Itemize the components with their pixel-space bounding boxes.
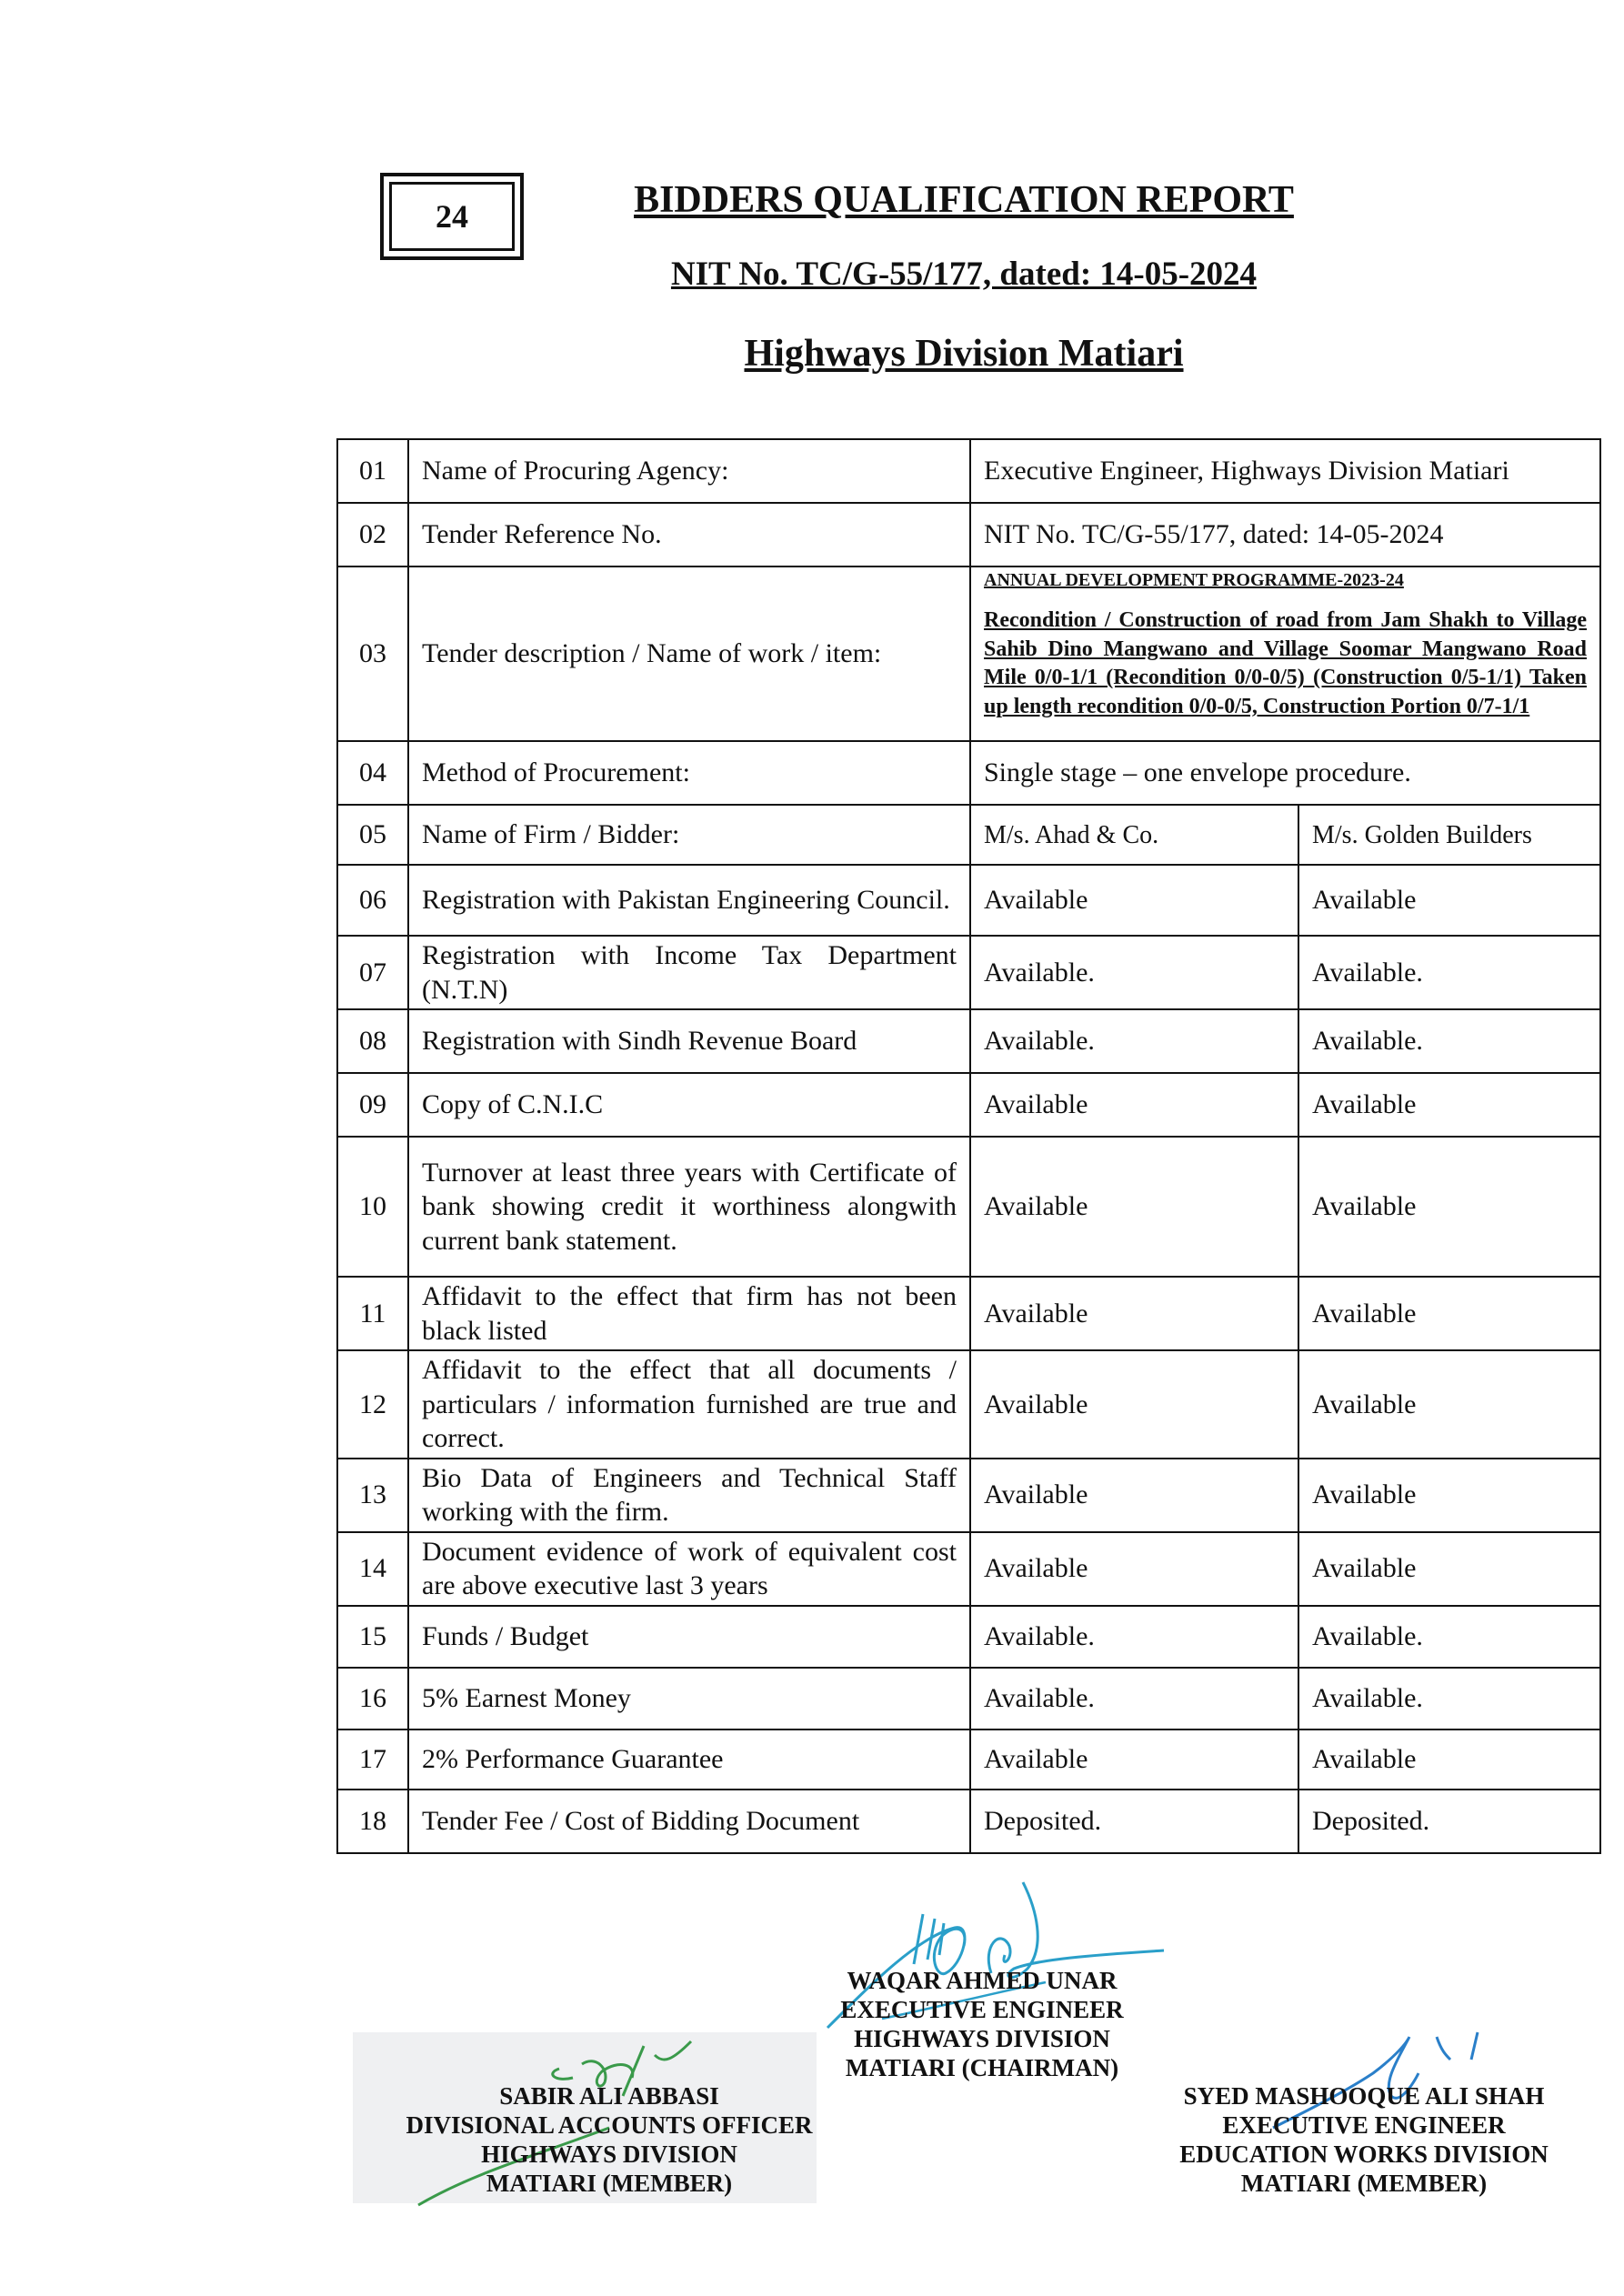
right-member-signatory (1155, 2082, 1573, 2198)
row-label: Name of Procuring Agency: (408, 439, 970, 503)
row-number: 13 (337, 1459, 408, 1532)
row-number: 15 (337, 1606, 408, 1668)
row-number: 04 (337, 741, 408, 805)
bidder1-status: Available. (970, 1606, 1298, 1668)
row-number: 14 (337, 1532, 408, 1606)
row-number: 09 (337, 1073, 408, 1137)
row-number: 16 (337, 1668, 408, 1730)
signatory-role: MATIARI (CHAIRMAN) (845, 2053, 1119, 2081)
row-label: Tender description / Name of work / item: (408, 566, 970, 741)
table-row (337, 1073, 1600, 1137)
bidder1-status: Available (970, 1350, 1298, 1459)
bidder2-status: Available. (1298, 936, 1600, 1009)
signatory-division: EDUCATION WORKS DIVISION (1179, 2140, 1549, 2168)
table-row (337, 1790, 1600, 1853)
row-label: 2% Performance Guarantee (408, 1730, 970, 1790)
row-label: 5% Earnest Money (408, 1668, 970, 1730)
bidder1-status: Available. (970, 936, 1298, 1009)
bidder1-status: Deposited. (970, 1790, 1298, 1853)
row-label: Affidavit to the effect that firm has not been black listed (408, 1277, 970, 1350)
table-row (337, 1730, 1600, 1790)
table-row (337, 1009, 1600, 1073)
bidder2-status: Available (1298, 1137, 1600, 1277)
row-value: NIT No. TC/G-55/177, dated: 14-05-2024 (970, 503, 1600, 566)
row-number: 01 (337, 439, 408, 503)
row-number: 18 (337, 1790, 408, 1853)
row-label: Tender Reference No. (408, 503, 970, 566)
row-number: 05 (337, 805, 408, 865)
row-number: 02 (337, 503, 408, 566)
bidder1-status: Available. (970, 1009, 1298, 1073)
bidder2-status: Available. (1298, 1668, 1600, 1730)
signatory-name: SABIR ALI ABBASI (499, 2082, 719, 2110)
table-row (337, 741, 1600, 805)
page-number-box (380, 173, 524, 260)
table-row (337, 1459, 1600, 1532)
table-row (337, 1606, 1600, 1668)
bidder2-status: Available (1298, 1459, 1600, 1532)
bidder2-status: Deposited. (1298, 1790, 1600, 1853)
table-row (337, 936, 1600, 1009)
bidder1-status: Available (970, 1532, 1298, 1606)
bidder1-status: Available (970, 1730, 1298, 1790)
signatory-division: HIGHWAYS DIVISION (854, 2024, 1110, 2052)
signatory-role: MATIARI (MEMBER) (1240, 2169, 1488, 2197)
table-row (337, 1277, 1600, 1350)
row-label: Affidavit to the effect that all documents / particulars / information furnished are true and correct. (408, 1350, 970, 1459)
row-label: Funds / Budget (408, 1606, 970, 1668)
signatory-division: HIGHWAYS DIVISION (481, 2140, 737, 2168)
bidder1-status: Available (970, 1073, 1298, 1137)
row-label: Turnover at least three years with Certificate of bank showing credit it worthiness alongwith current bank statement. (408, 1137, 970, 1277)
work-description-cell (970, 566, 1600, 741)
bidder1-status: Available (970, 1137, 1298, 1277)
table-row (337, 1668, 1600, 1730)
row-number: 08 (337, 1009, 408, 1073)
bidder2-status: Available (1298, 865, 1600, 936)
row-number: 11 (337, 1277, 408, 1350)
division-name: Highways Division Matiari (744, 333, 1184, 375)
row-label: Method of Procurement: (408, 741, 970, 805)
bidder2-name: M/s. Golden Builders (1298, 805, 1600, 865)
signatory-title: EXECUTIVE ENGINEER (840, 1995, 1124, 2023)
table-row (337, 566, 1600, 741)
row-label: Bio Data of Engineers and Technical Staff working with the firm. (408, 1459, 970, 1532)
row-value: Executive Engineer, Highways Division Matiari (970, 439, 1600, 503)
page-number: 24 (389, 182, 515, 251)
row-number: 12 (337, 1350, 408, 1459)
row-number: 03 (337, 566, 408, 741)
row-label: Copy of C.N.I.C (408, 1073, 970, 1137)
report-title: BIDDERS QUALIFICATION REPORT (634, 179, 1294, 221)
table-row (337, 503, 1600, 566)
bidder2-status: Available (1298, 1350, 1600, 1459)
row-label: Document evidence of work of equivalent cost are above executive last 3 years (408, 1532, 970, 1606)
bidder1-name: M/s. Ahad & Co. (970, 805, 1298, 865)
table-row (337, 439, 1600, 503)
bidder2-status: Available. (1298, 1009, 1600, 1073)
signatory-role: MATIARI (MEMBER) (486, 2169, 733, 2197)
table-row (337, 1350, 1600, 1459)
bidder2-status: Available (1298, 1532, 1600, 1606)
row-value: Single stage – one envelope procedure. (970, 741, 1600, 805)
row-number: 07 (337, 936, 408, 1009)
programme-name: ANNUAL DEVELOPMENT PROGRAMME-2023-24 (984, 570, 1404, 590)
chairman-signatory (800, 1967, 1164, 2082)
bidder2-status: Available. (1298, 1606, 1600, 1668)
table-row (337, 865, 1600, 936)
signatory-title: DIVISIONAL ACCOUNTS OFFICER (406, 2111, 813, 2139)
table-row (337, 805, 1600, 865)
bidder2-status: Available (1298, 1730, 1600, 1790)
table-row (337, 1137, 1600, 1277)
signatory-name: WAQAR AHMED UNAR (847, 1967, 1118, 1994)
signatory-name: SYED MASHOOQUE ALI SHAH (1183, 2082, 1545, 2110)
left-member-signatory (382, 2082, 837, 2198)
row-label: Tender Fee / Cost of Bidding Document (408, 1790, 970, 1853)
bidder1-status: Available (970, 1277, 1298, 1350)
bidder1-status: Available (970, 865, 1298, 936)
signatory-title: EXECUTIVE ENGINEER (1222, 2111, 1506, 2139)
row-number: 10 (337, 1137, 408, 1277)
bidder2-status: Available (1298, 1073, 1600, 1137)
row-label: Registration with Income Tax Department (N.T.N) (408, 936, 970, 1009)
row-label: Registration with Sindh Revenue Board (408, 1009, 970, 1073)
row-number: 17 (337, 1730, 408, 1790)
nit-reference: NIT No. TC/G-55/177, dated: 14-05-2024 (670, 256, 1258, 293)
row-label: Registration with Pakistan Engineering Council. (408, 865, 970, 936)
qualification-table (336, 438, 1601, 1854)
table-row (337, 1532, 1600, 1606)
row-number: 06 (337, 865, 408, 936)
bidder1-status: Available (970, 1459, 1298, 1532)
row-label: Name of Firm / Bidder: (408, 805, 970, 865)
work-description: Recondition / Construction of road from Jam Shakh to Village Sahib Dino Mangwano and Village Soomar Mangwano Road Mile 0/0-1/1 (Recondition 0/0-0/5) (Construction 0/5-1/1) Taken up length recondition 0/0-0/5, Construction Portion 0/7-1/1 (984, 608, 1588, 719)
bidder2-status: Available (1298, 1277, 1600, 1350)
bidder1-status: Available. (970, 1668, 1298, 1730)
